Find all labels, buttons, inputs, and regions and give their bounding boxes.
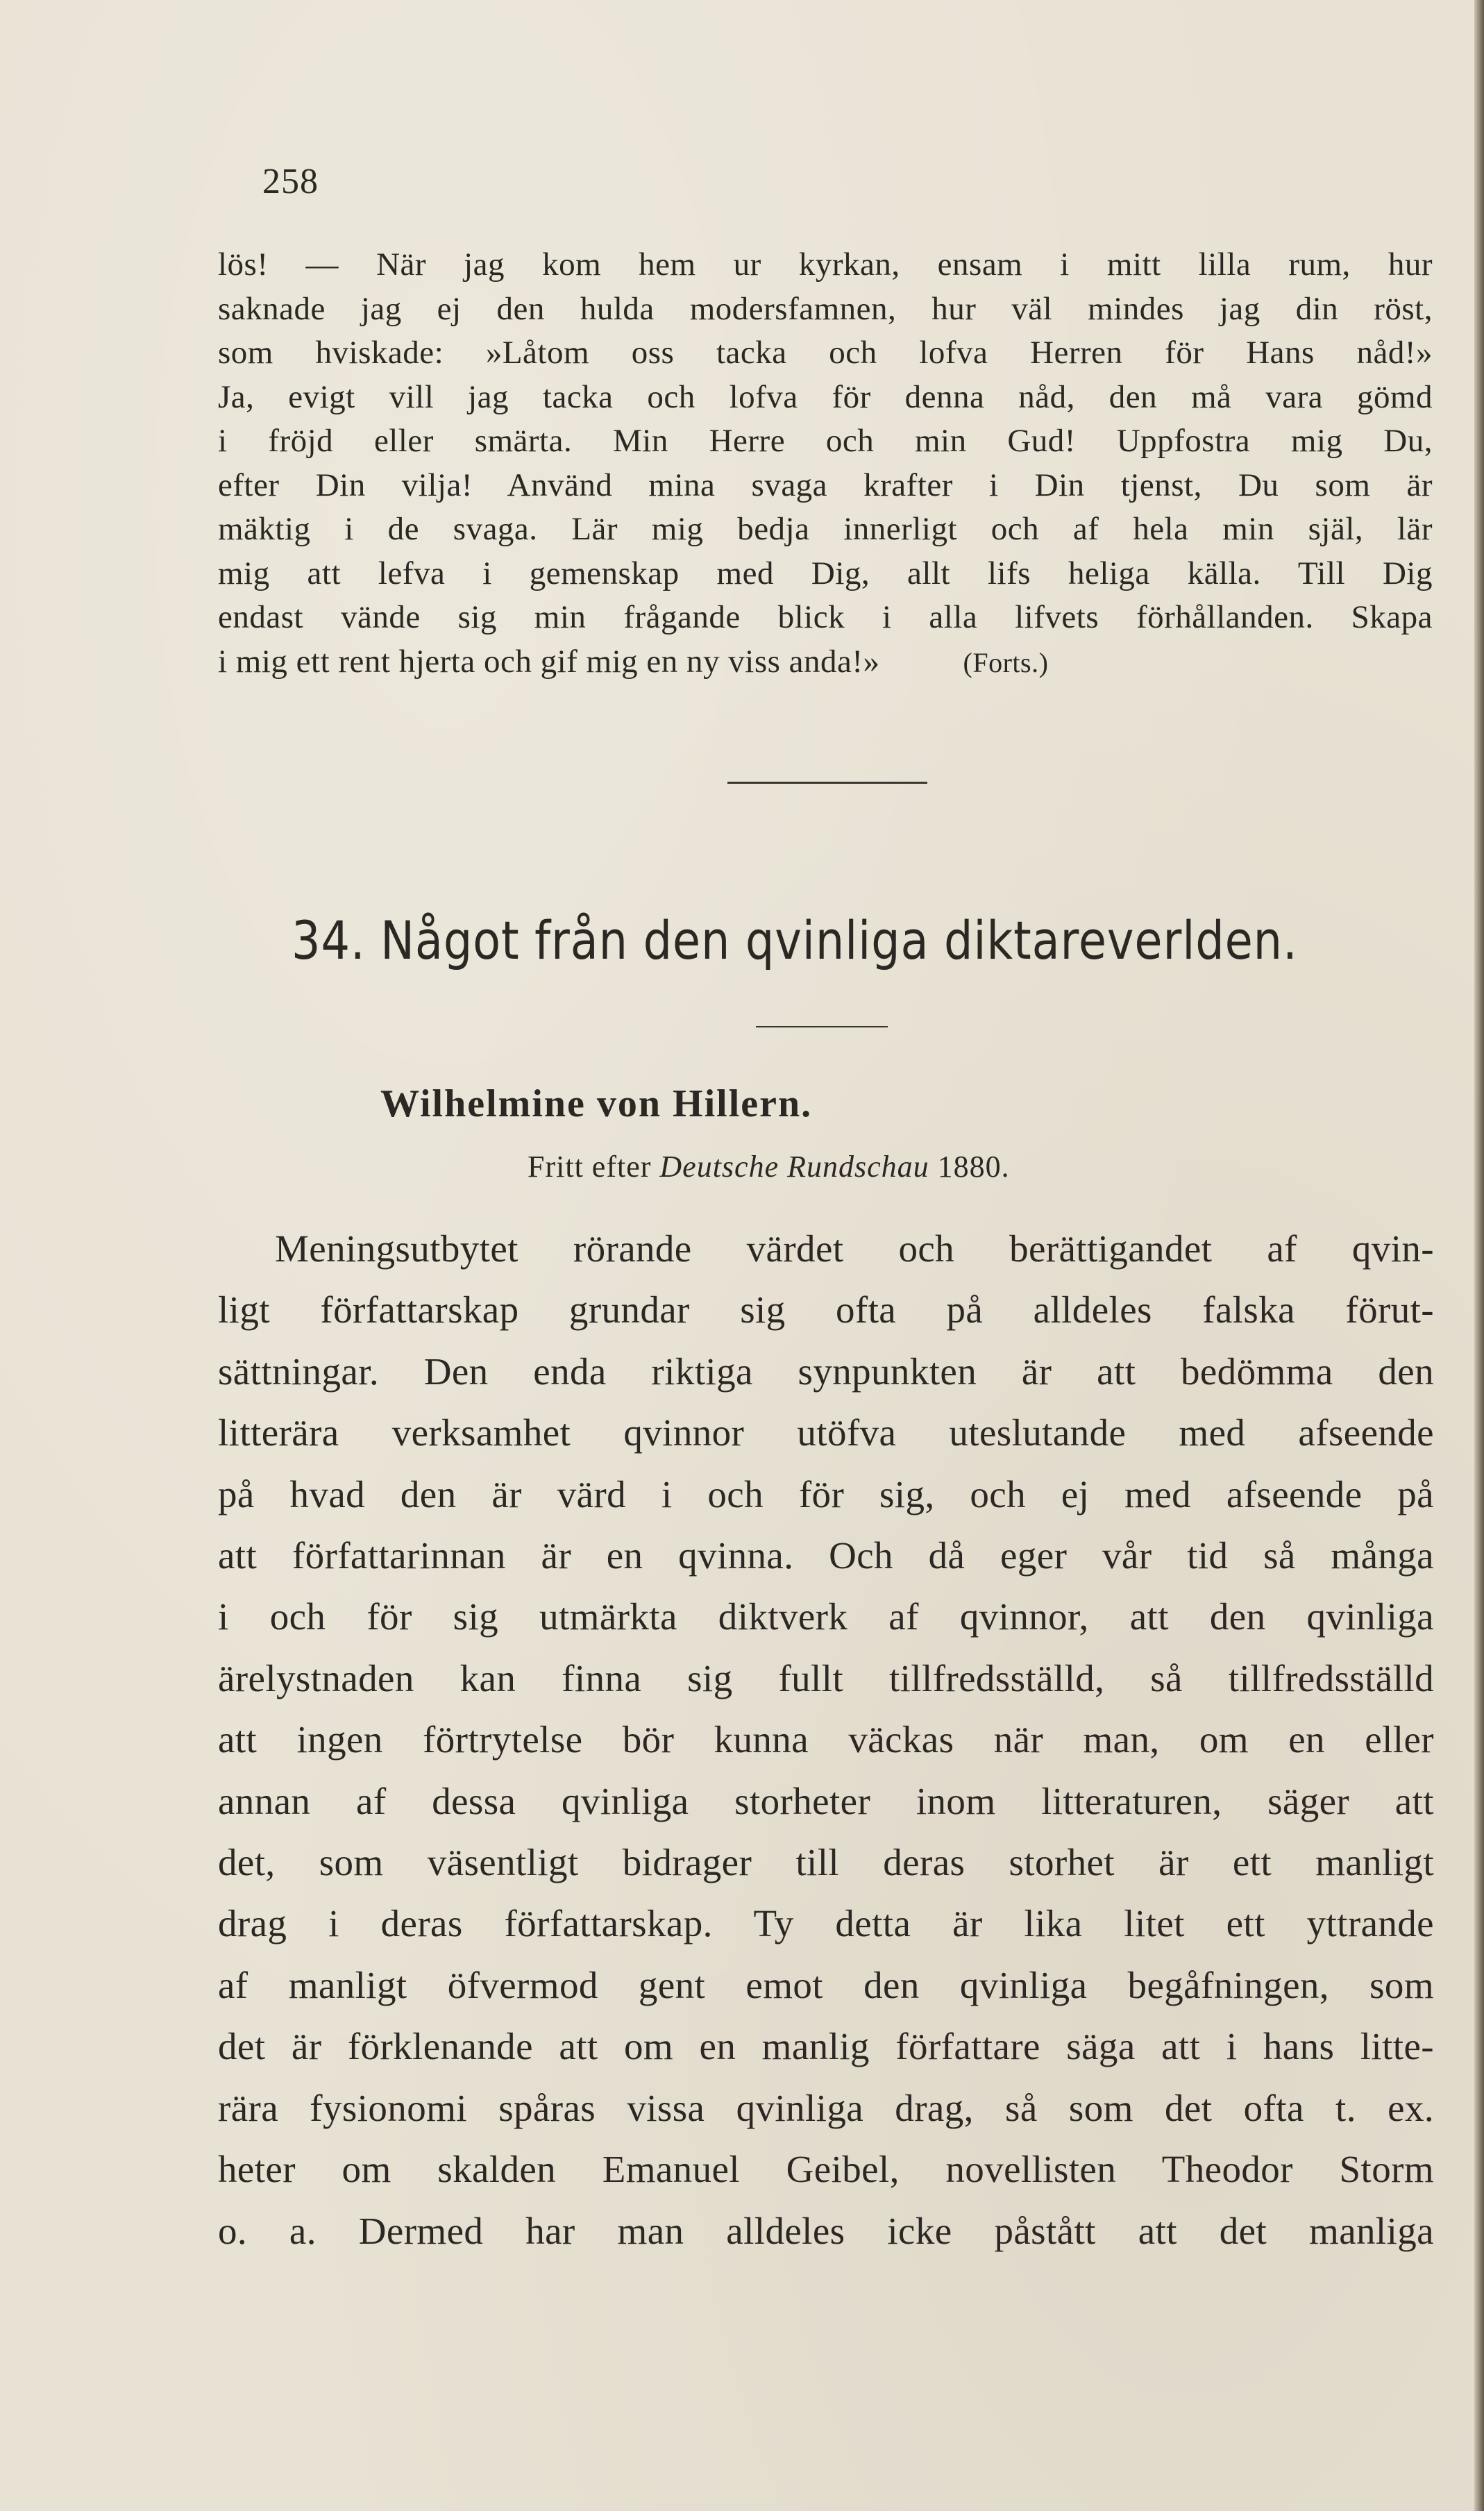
text-line: att ingen förtrytelse bör kunna väckas när man, om en eller	[218, 1718, 1434, 1761]
text-line: saknade jag ej den hulda modersfamnen, hur väl mindes jag din röst,	[218, 290, 1433, 327]
text-line: det, som väsentligt bidrager till deras storhet är ett manligt	[218, 1841, 1434, 1884]
text-line: ärelystnaden kan finna sig fullt tillfredsställd, så tillfredsställd	[218, 1656, 1434, 1699]
text-line: i fröjd eller smärta. Min Herre och min Gud! Uppfostra mig Du,	[218, 423, 1433, 459]
continued-marker: (Forts.)	[963, 646, 1049, 678]
source-prefix: Fritt efter	[528, 1150, 652, 1184]
text-line: i och för sig utmärkta diktverk af qvinnor, att den qvinliga	[218, 1595, 1434, 1638]
page-edge-shadow	[1474, 0, 1484, 2511]
text-line: på hvad den är värd i och för sig, och ej med afseende på	[218, 1472, 1434, 1515]
chapter-body	[218, 1218, 1434, 2262]
source-line	[528, 1149, 1010, 1184]
text-line: drag i deras författarskap. Ty detta är lika litet ett yttrande	[218, 1902, 1434, 1945]
chapter-title: 34. Något från den qvinliga diktareverlden.	[292, 909, 1298, 971]
text-line: endast vände sig min frågande blick i alla lifvets förhållanden. Skapa	[218, 599, 1433, 635]
text-line: att författarinnan är en qvinna. Och då eger vår tid så många	[218, 1534, 1434, 1577]
title-divider	[756, 1026, 888, 1027]
text-line: litterära verksamhet qvinnor utöfva uteslutande med afseende	[218, 1411, 1434, 1454]
author-name: Wilhelmine von Hillern.	[380, 1082, 813, 1125]
text-line: mäktig i de svaga. Lär mig bedja innerligt och af hela min själ, lär	[218, 511, 1433, 547]
last-line-text: i mig ett rent hjerta och gif mig en ny viss anda!»	[218, 643, 880, 680]
text-line: efter Din vilja! Använd mina svaga krafter i Din tjenst, Du som är	[218, 467, 1433, 503]
text-line: det är förklenande att om en manlig författare säga att i hans litte-	[218, 2025, 1434, 2068]
text-line: heter om skalden Emanuel Geibel, novellisten Theodor Storm	[218, 2148, 1434, 2191]
page-number: 258	[262, 162, 319, 201]
text-line: annan af dessa qvinliga storheter inom litteraturen, säger att	[218, 1779, 1434, 1822]
source-publication: Deutsche Rundschau	[659, 1150, 929, 1184]
text-line-last	[218, 640, 1433, 685]
text-line: som hviskade: »Låtom oss tacka och lofva Herren för Hans nåd!»	[218, 335, 1433, 371]
text-line: ligt författarskap grundar sig ofta på alldeles falska förut-	[218, 1288, 1434, 1332]
section-divider	[727, 782, 927, 784]
text-line: o. a. Dermed har man alldeles icke påstått att det manliga	[218, 2209, 1434, 2252]
text-line: Ja, evigt vill jag tacka och lofva för denna nåd, den må vara gömd	[218, 378, 1433, 415]
text-line: lös! — När jag kom hem ur kyrkan, ensam i mitt lilla rum, hur	[218, 246, 1433, 283]
text-line: rära fysionomi spåras vissa qvinliga drag, så som det ofta t. ex.	[218, 2086, 1434, 2129]
source-year: 1880.	[937, 1150, 1010, 1184]
text-line: mig att lefva i gemenskap med Dig, allt lifs heliga källa. Till Dig	[218, 555, 1433, 591]
text-line: af manligt öfvermod gent emot den qvinliga begåfningen, som	[218, 1963, 1434, 2006]
text-line: Meningsutbytet rörande värdet och berättigandet af qvin-	[275, 1227, 1434, 1270]
previous-chapter-text	[218, 243, 1433, 685]
text-line: sättningar. Den enda riktiga synpunkten är att bedömma den	[218, 1350, 1434, 1393]
